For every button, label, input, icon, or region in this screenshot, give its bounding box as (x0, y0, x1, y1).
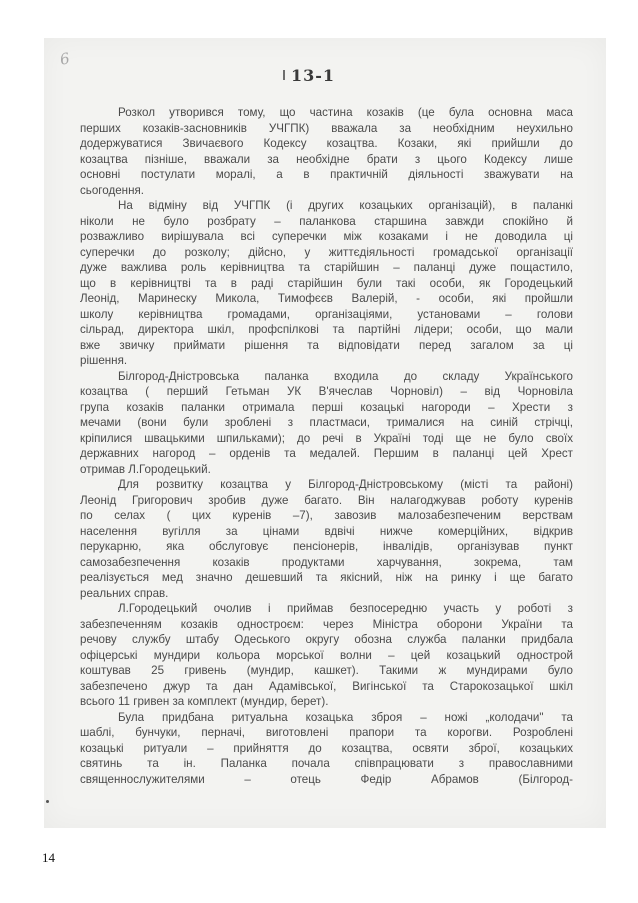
scan-speck (46, 800, 49, 803)
text-line: Була придбана ритуальна козацька зброя – ножі „колодачи" та (118, 710, 573, 724)
text-line: шаблі, бунчуки, перначі, виготовлені прапори та корогви. Розроблені (80, 726, 573, 739)
text-line: речову службу штабу Одеського округу обозна служба паланки придбала (80, 633, 573, 646)
text-line: кріпилися швацькими шпильками); до речі в Україні тоді ще не було своїх (80, 431, 573, 445)
text-line: по селах ( цих куренів –7), завозив малозабезпеченим верствам (80, 509, 573, 522)
text-line: Леонід Григорович зробив дуже багато. Він налагоджував роботу куренів (80, 493, 573, 507)
text-line: святинь та ін. Паланка почала співпрацювати з православними (80, 757, 573, 770)
text-line: самозабезпечення козаків продуктами харчування, зокрема, там (80, 555, 573, 569)
text-line: На відміну від УЧГПК (і других козацьких організацій), в паланкі (118, 199, 573, 212)
text-line: основні постулати моралі, а в практичній діяльності зважувати на (80, 168, 573, 181)
text-line: козацькі ритуали – прийняття до козацтва, освяти зброї, козацьких (80, 741, 573, 755)
text-line: вже звичку приймати рішення та відповідати перед загалом за ці (80, 338, 573, 352)
text-line: школу керівництва громадами, організаціями, установами – голови (80, 307, 573, 321)
text-line: Розкол утворився тому, що частина козаків (це була основна маса (118, 106, 573, 119)
text-line: офіцерські мундири кольора морської волни – цей козацький однострой (80, 648, 573, 662)
text-line: Л.Городецький очолив і приймав безпосередню участь у роботі з (118, 602, 573, 615)
text-line: розважливо вирішувала всі суперечки між козаками і не доводила ці (80, 230, 573, 243)
document-body (80, 105, 573, 787)
text-line: забезпечено джур та дан Адамівської, Вигінської та Старокозацької шкіл (80, 679, 573, 693)
text-line: що в керівництві та в раді старійшин були такі особи, як Городецький (80, 276, 573, 290)
handwritten-corner-mark: 6 (58, 49, 72, 69)
text-line: додержуватися Звичаєвого Кодексу козацтва. Козаки, які прийшли до (80, 137, 573, 150)
text-line: священнослужителями – отець Федір Абрамов (Білгород- (80, 772, 573, 786)
text-line: ніколи не було розбрату – паланкова старшина завжди спокійно й (80, 214, 573, 228)
text-line: всього 11 гривен за комплект (мундир, берет). (80, 695, 329, 708)
text-line: Білгород-Дністровська паланка входила до складу Українського (118, 369, 573, 383)
text-line: сьогодення. (80, 183, 144, 197)
page-number: 14 (42, 850, 55, 865)
text-line: сільрад, директора шкіл, профспілкові та партійні лідери; особи, що мали (80, 323, 573, 336)
text-line: козацтва пізніше, вважали за необхідне брати з цього Кодексу лише (80, 152, 573, 166)
text-line: коштував 25 гривень (мундир, кашкет). Такими ж мундирами було (80, 664, 573, 677)
handwritten-page-code: 13-1 (290, 66, 336, 85)
text-line: державних нагород – орденів та медалей. Першим в паланці цей Хрест (80, 447, 573, 460)
text-line: козацтва ( перший Гетьман УК В'ячеслав Чорновіл) – від Чорновіла (80, 385, 573, 398)
text-line: забезпеченням козаків одностроєм: через Міністра оборони України та (80, 617, 573, 631)
text-line: група козаків паланки отримала перші козацькі нагороди – Хрести з (80, 400, 573, 414)
text-line: Леонід, Маринеску Микола, Тимофєєв Валерій, - особи, які пройшли (80, 292, 573, 305)
text-line: мечами (вони були зроблені з пластмаси, трималися на синій стрічці, (80, 416, 573, 429)
text-line: населення вугілля за цінами вдвічі нижче комерційних, відкрив (80, 524, 573, 538)
text-line: отримав Л.Городецький. (80, 462, 211, 476)
text-line: реалізується мед значно дешевший та якісний, ніж на ринку і ще багато (80, 571, 573, 584)
text-line: Для розвитку козацтва у Білгород-Дністровському (місті та районі) (118, 478, 573, 491)
text-line: дуже важлива роль керівництва та старійшин – паланці дуже пощастило, (80, 261, 573, 274)
text-line: реальних справ. (80, 586, 169, 600)
text-line: рішення. (80, 354, 128, 367)
text-line: перукарню, яка обслуговує пенсіонерів, інвалідів, організував пункт (80, 540, 573, 553)
text-line: перших козаків-засновників УЧГПК) вважала за необхідним неухильно (80, 121, 573, 135)
text-line: суперечки до розколу; дійсно, у життєдіяльності громадської організації (80, 245, 573, 259)
